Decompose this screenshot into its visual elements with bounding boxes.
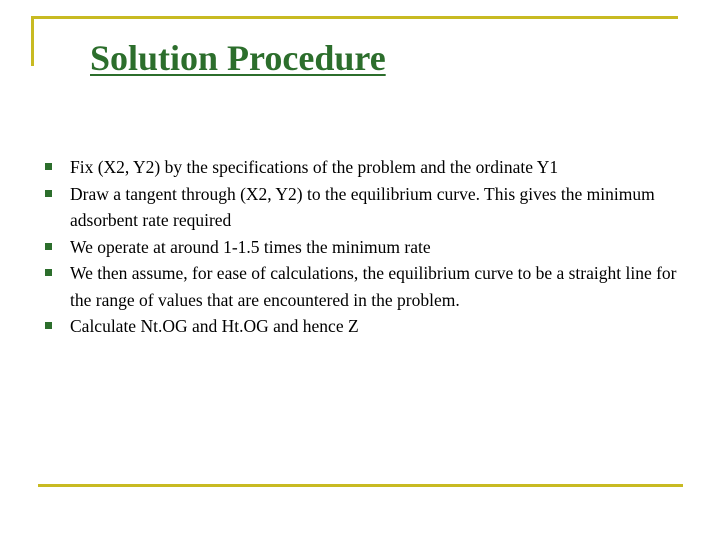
bullet-item xyxy=(42,313,682,340)
bullet-item xyxy=(42,181,682,234)
square-bullet-icon xyxy=(45,269,52,276)
square-bullet-icon xyxy=(45,163,52,170)
bullet-text: Calculate Nt.OG and Ht.OG and hence Z xyxy=(70,316,359,336)
bullet-text: Draw a tangent through (X2, Y2) to the equilibrium curve. This gives the minimum adsorbent rate required xyxy=(70,183,655,230)
bullet-text: Fix (X2, Y2) by the specifications of the problem and the ordinate Y1 xyxy=(70,157,559,177)
bullet-list xyxy=(42,154,682,340)
slide-title: Solution Procedure xyxy=(90,38,386,78)
bullet-item xyxy=(42,154,682,181)
square-bullet-icon xyxy=(45,190,52,197)
square-bullet-icon xyxy=(45,322,52,329)
bottom-rule xyxy=(38,484,683,487)
square-bullet-icon xyxy=(45,243,52,250)
bullet-text: We operate at around 1-1.5 times the minimum rate xyxy=(70,236,431,257)
bullet-item xyxy=(42,260,682,313)
top-rule xyxy=(31,16,678,19)
bullet-item xyxy=(42,234,682,261)
bullet-text: We then assume, for ease of calculations, the equilibrium curve to be a straight line for the range of values that are encountered in the problem. xyxy=(70,263,677,310)
left-rule xyxy=(31,16,34,66)
